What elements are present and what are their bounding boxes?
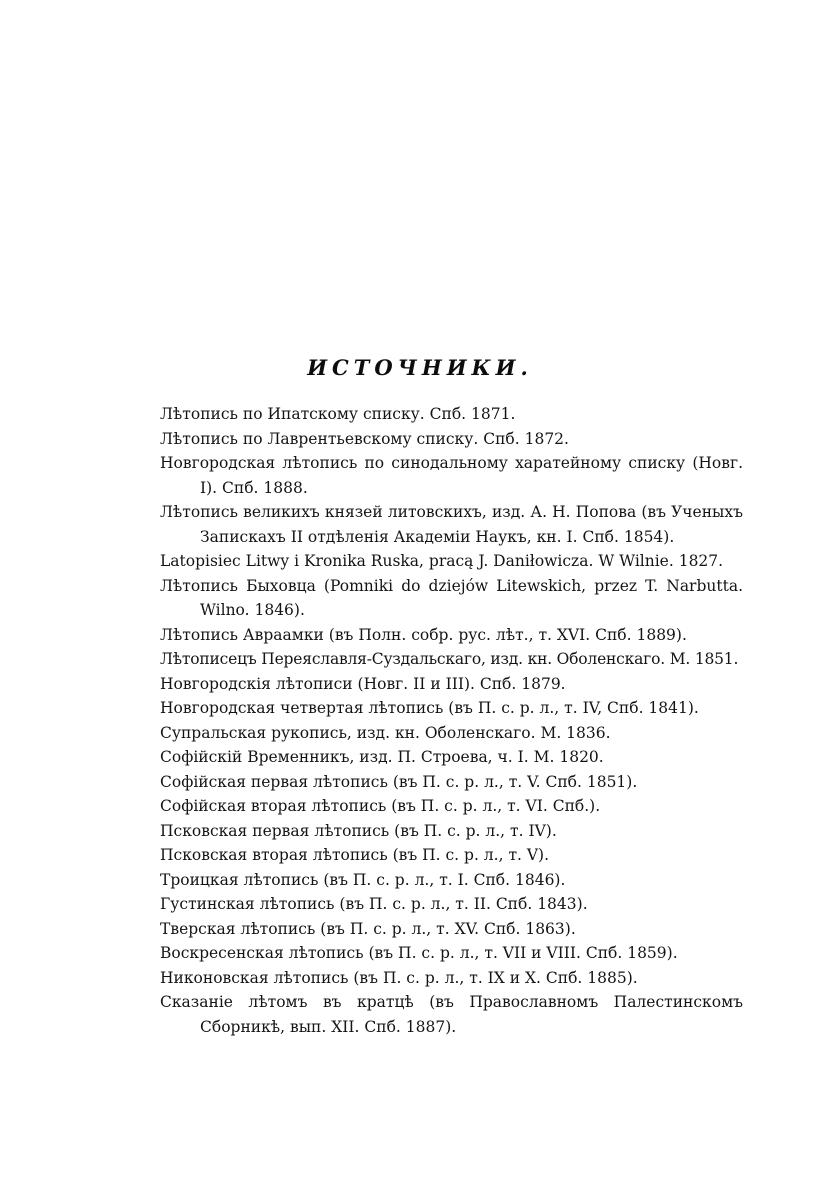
source-entry: Лѣтопись Авраамки (въ Полн. собр. рус. лѣт., т. XVI. Спб. 1889). bbox=[160, 625, 687, 644]
source-entry: Софійская вторая лѣтопись (въ П. с. р. л., т. VI. Спб.). bbox=[160, 797, 601, 815]
source-entry: Лѣтопись по Ипатскому списку. Спб. 1871. bbox=[160, 405, 516, 423]
sources-list bbox=[160, 402, 743, 1039]
source-entry: Никоновская лѣтопись (въ П. с. р. л., т. IX и X. Спб. 1885). bbox=[160, 968, 638, 987]
source-entry: Супральская рукопись, изд. кн. Оболенскаго. М. 1836. bbox=[160, 723, 611, 742]
source-entry: Новгородскія лѣтописи (Новг. II и III). Спб. 1879. bbox=[160, 674, 566, 693]
source-entry: Тверская лѣтопись (въ П. с. р. л., т. XV. Спб. 1863). bbox=[160, 919, 576, 938]
source-entry: Софійскій Временникъ, изд. П. Строева, ч. I. М. 1820. bbox=[160, 748, 604, 766]
source-entry: Сказаніе лѣтомъ въ кратцѣ (въ Православномъ Палестинскомъ Сборникѣ, вып. XII. Спб. 1887). bbox=[160, 993, 743, 1036]
source-entry: Воскресенская лѣтопись (въ П. с. р. л., т. VII и VIII. Спб. 1859). bbox=[160, 944, 678, 962]
source-entry: Лѣтопись великихъ князей литовскихъ, изд. А. Н. Попова (въ Ученыхъ Запискахъ II отдѣленія Академіи Наукъ, кн. I. Спб. 1854). bbox=[160, 503, 743, 546]
source-entry: Густинская лѣтопись (въ П. с. р. л., т. II. Спб. 1843). bbox=[160, 895, 588, 913]
source-entry: Новгородская четвертая лѣтопись (въ П. с. р. л., т. IV, Спб. 1841). bbox=[160, 699, 699, 717]
source-entry: Троицкая лѣтопись (въ П. с. р. л., т. I. Спб. 1846). bbox=[160, 870, 566, 889]
page-title: ИСТОЧНИКИ. bbox=[307, 355, 533, 380]
source-entry: Latopisiec Litwy i Kronika Ruska, pracą J. Daniłowicza. W Wilnie. 1827. bbox=[160, 552, 724, 570]
source-entry: Софійская первая лѣтопись (въ П. с. р. л., т. V. Спб. 1851). bbox=[160, 772, 638, 791]
source-entry: Лѣтопись Быховца (Pomniki do dziejów Litewskich, przez T. Narbutta. Wilno. 1846). bbox=[160, 576, 743, 619]
source-entry: Лѣтопись по Лаврентьевскому списку. Спб. 1872. bbox=[160, 429, 569, 448]
source-entry: Псковская первая лѣтопись (въ П. с. р. л., т. IV). bbox=[160, 821, 557, 840]
source-entry: Новгородская лѣтопись по синодальному харатейному списку (Новг. I). Спб. 1888. bbox=[160, 454, 743, 497]
source-entry: Псковская вторая лѣтопись (въ П. с. р. л., т. V). bbox=[160, 846, 550, 864]
source-entry: Лѣтописецъ Переяславля-Суздальскаго, изд. кн. Оболенскаго. М. 1851. bbox=[160, 650, 739, 668]
